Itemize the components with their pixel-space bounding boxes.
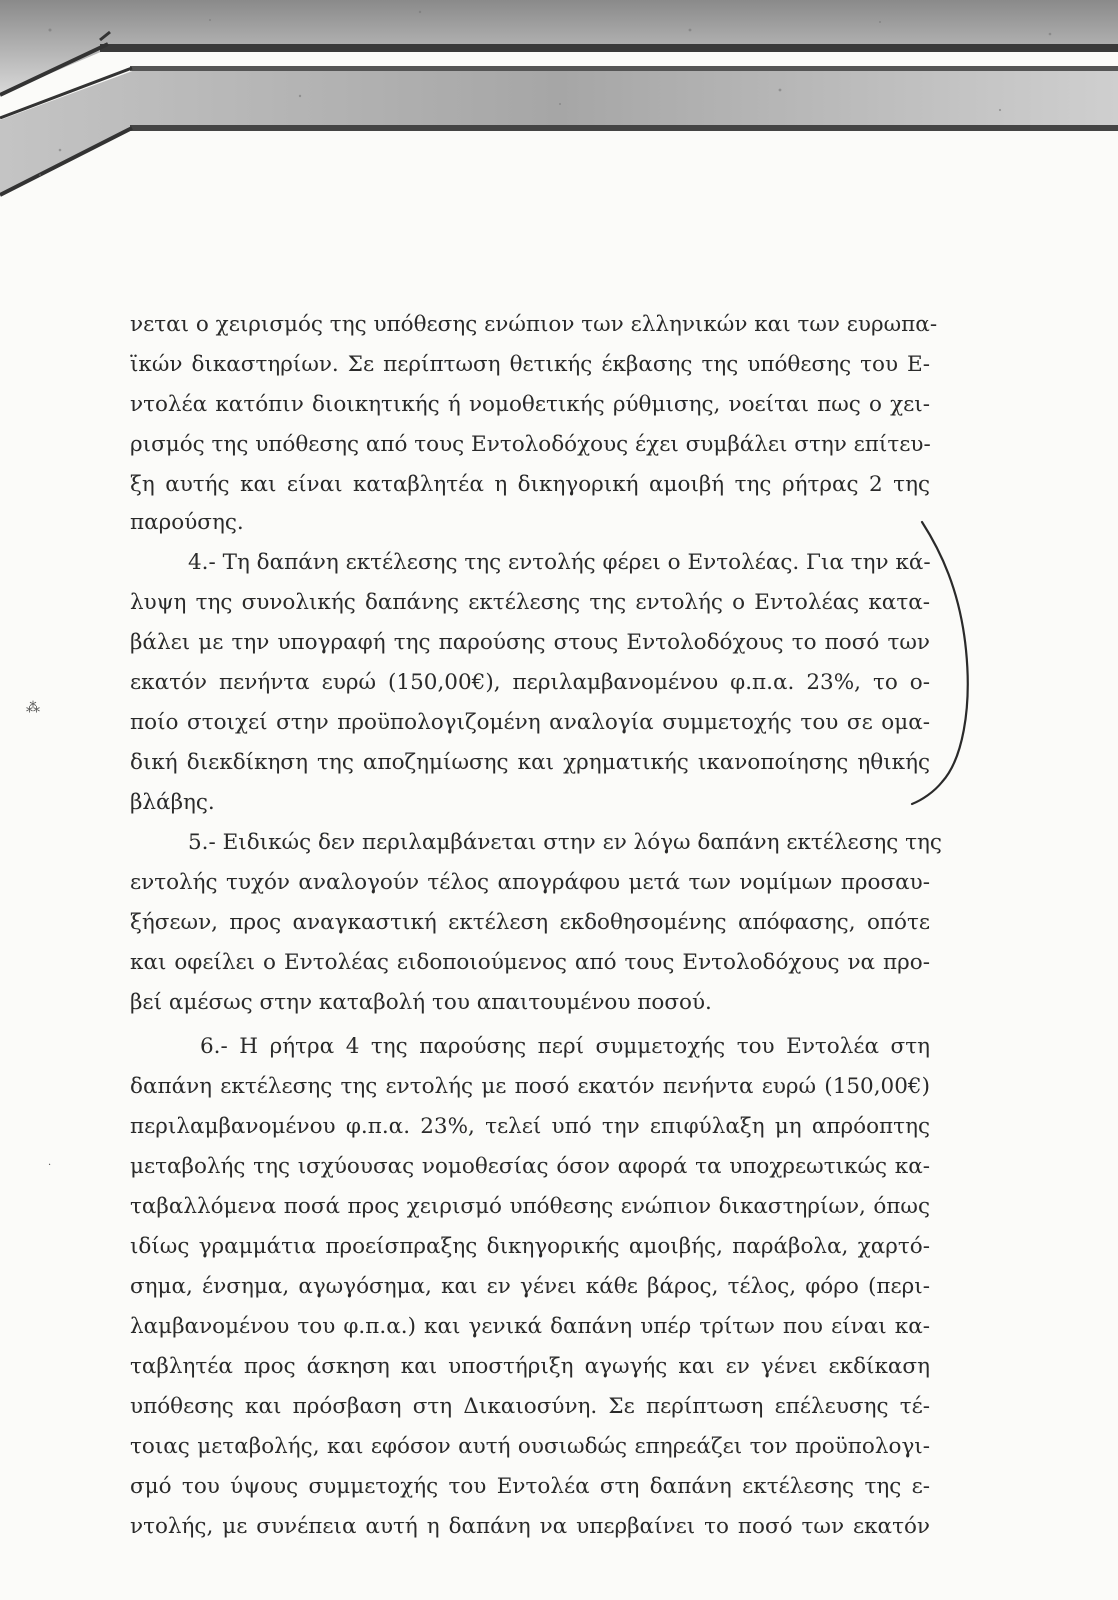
margin-speck: · <box>48 1160 52 1171</box>
text-line: ντολής, με συνέπεια αυτή η δαπάνη να υπερβαίνει το ποσό των εκατόν <box>130 1514 930 1539</box>
paragraph-6-first-line: 6.- Η ρήτρα 4 της παρούσης περί συμμετοχής του Εντολέα στη <box>200 1034 930 1059</box>
text-line: λαμβανομένου του φ.π.α.) και γενικά δαπάνη υπέρ τρίτων που είναι κα- <box>130 1314 930 1339</box>
text-line: ξήσεων, προς αναγκαστική εκτέλεση εκδοθησομένης απόφασης, οπότε <box>130 910 930 935</box>
text-line: ιδίως γραμμάτια προείσπραξης δικηγορικής αμοιβής, παράβολα, χαρτό- <box>130 1234 930 1259</box>
text-line: ποίο στοιχεί στην προϋπολογιζομένη αναλογία συμμετοχής του σε ομα- <box>130 710 930 735</box>
handwritten-bracket-mark <box>900 520 980 820</box>
paragraph-5-first-line: 5.- Ειδικώς δεν περιλαμβάνεται στην εν λόγω δαπάνη εκτέλεσης της <box>188 830 942 855</box>
text-line: τοιας μεταβολής, και εφόσον αυτή ουσιωδώς επηρεάζει τον προϋπολογι- <box>130 1434 930 1459</box>
text-line: ϊκών δικαστηρίων. Σε περίπτωση θετικής έκβασης της υπόθεσης του Ε- <box>130 352 930 377</box>
text-line: ταβαλλόμενα ποσά προς χειρισμό υπόθεσης ενώπιον δικαστηρίων, όπως <box>130 1194 930 1219</box>
text-line: παρούσης. <box>130 510 244 535</box>
text-line: βλάβης. <box>130 790 215 815</box>
text-line: βάλει με την υπογραφή της παρούσης στους Εντολοδόχους το ποσό των <box>130 630 930 655</box>
text-line: ντολέα κατόπιν διοικητικής ή νομοθετικής ρύθμισης, νοείται πως ο χει- <box>130 392 930 417</box>
text-line: σμό του ύψους συμμετοχής του Εντολέα στη δαπάνη εκτέλεσης της ε- <box>130 1474 930 1499</box>
paragraph-4-first-line: 4.- Τη δαπάνη εκτέλεσης της εντολής φέρει ο Εντολέας. Για την κά- <box>188 550 931 575</box>
text-line: μεταβολής της ισχύουσας νομοθεσίας όσον αφορά τα υποχρεωτικώς κα- <box>130 1154 930 1179</box>
text-line: υπόθεσης και πρόσβαση στη Δικαιοσύνη. Σε περίπτωση επέλευσης τέ- <box>130 1394 930 1419</box>
text-line: ρισμός της υπόθεσης από τους Εντολοδόχους έχει συμβάλει στην επίτευ- <box>130 432 931 457</box>
text-line: λυψη της συνολικής δαπάνης εκτέλεσης της εντολής ο Εντολέας κατα- <box>130 590 930 615</box>
text-line: δική διεκδίκηση της αποζημίωσης και χρηματικής ικανοποίησης ηθικής <box>130 750 930 775</box>
text-line: βεί αμέσως στην καταβολή του απαιτουμένου ποσού. <box>130 990 712 1015</box>
text-line: δαπάνη εκτέλεσης της εντολής με ποσό εκατόν πενήντα ευρώ (150,00€) <box>130 1074 930 1099</box>
text-line: σημα, ένσημα, αγωγόσημα, και εν γένει κάθε βάρος, τέλος, φόρο (περι- <box>130 1274 930 1299</box>
text-line: και οφείλει ο Εντολέας ειδοποιούμενος από τους Εντολοδόχους να προ- <box>130 950 930 975</box>
scan-header-artifact <box>0 0 1118 215</box>
text-line: περιλαμβανομένου φ.π.α. 23%, τελεί υπό την επιφύλαξη μη απρόοπτης <box>130 1114 930 1139</box>
text-line: ταβλητέα προς άσκηση και υποστήριξη αγωγής και εν γένει εκδίκαση <box>130 1354 930 1379</box>
text-line: ξη αυτής και είναι καταβλητέα η δικηγορική αμοιβή της ρήτρας 2 της <box>130 472 930 497</box>
margin-speck: ⁂ <box>26 700 40 716</box>
text-line: εκατόν πενήντα ευρώ (150,00€), περιλαμβανομένου φ.π.α. 23%, το ο- <box>130 670 930 695</box>
text-line: εντολής τυχόν αναλογούν τέλος απογράφου μετά των νομίμων προσαυ- <box>130 870 930 895</box>
text-line: νεται ο χειρισμός της υπόθεσης ενώπιον των ελληνικών και των ευρωπα- <box>130 312 938 337</box>
